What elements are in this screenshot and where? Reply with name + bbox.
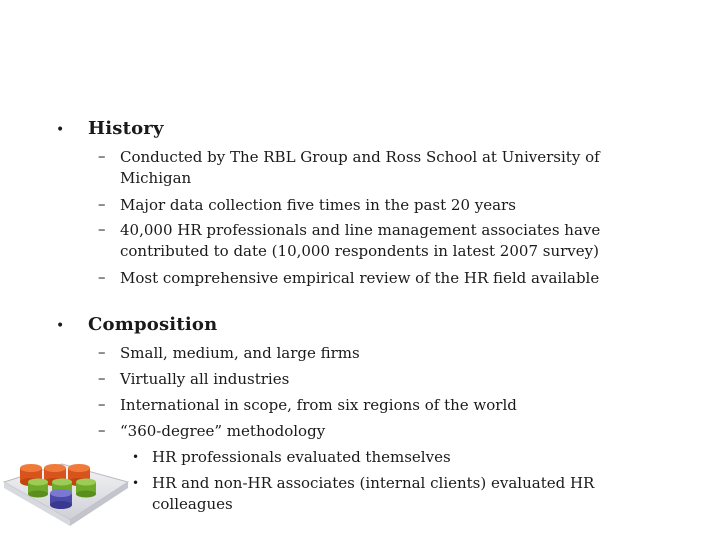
history-item-3-cont: contributed to date (10,000 respondents in latest 2007 survey) xyxy=(120,242,599,260)
dash-marker: – xyxy=(98,195,106,213)
composition-subitem-2: HR and non-HR associates (internal clients) evaluated HR xyxy=(152,474,595,492)
dash-marker: – xyxy=(98,369,106,387)
composition-item-1: Small, medium, and large firms xyxy=(120,344,360,362)
sub-bullet: • xyxy=(132,450,140,464)
composition-heading: Composition xyxy=(88,314,218,335)
dash-marker: – xyxy=(98,343,106,361)
composition-item-3: International in scope, from six regions of the world xyxy=(120,396,517,414)
dash-marker: – xyxy=(98,395,106,413)
history-bullet: • xyxy=(56,122,65,138)
composition-bullet: • xyxy=(56,318,65,334)
history-item-4: Most comprehensive empirical review of the HR field available xyxy=(120,269,600,287)
cylinder-tray-logo-icon xyxy=(0,460,130,540)
sub-bullet: • xyxy=(132,476,140,490)
history-item-1: Conducted by The RBL Group and Ross School at University of xyxy=(120,148,600,166)
dash-marker: – xyxy=(98,220,106,238)
dash-marker: – xyxy=(98,268,106,286)
composition-subitem-1: HR professionals evaluated themselves xyxy=(152,448,451,466)
history-item-3: 40,000 HR professionals and line management associates have xyxy=(120,221,601,239)
history-item-2: Major data collection five times in the past 20 years xyxy=(120,196,516,214)
dash-marker: – xyxy=(98,147,106,165)
dash-marker: – xyxy=(98,421,106,439)
history-item-1-cont: Michigan xyxy=(120,169,192,187)
history-heading: History xyxy=(88,118,164,139)
composition-item-4: “360-degree” methodology xyxy=(120,422,326,440)
composition-item-2: Virtually all industries xyxy=(120,370,290,388)
composition-subitem-2-cont: colleagues xyxy=(152,495,233,513)
